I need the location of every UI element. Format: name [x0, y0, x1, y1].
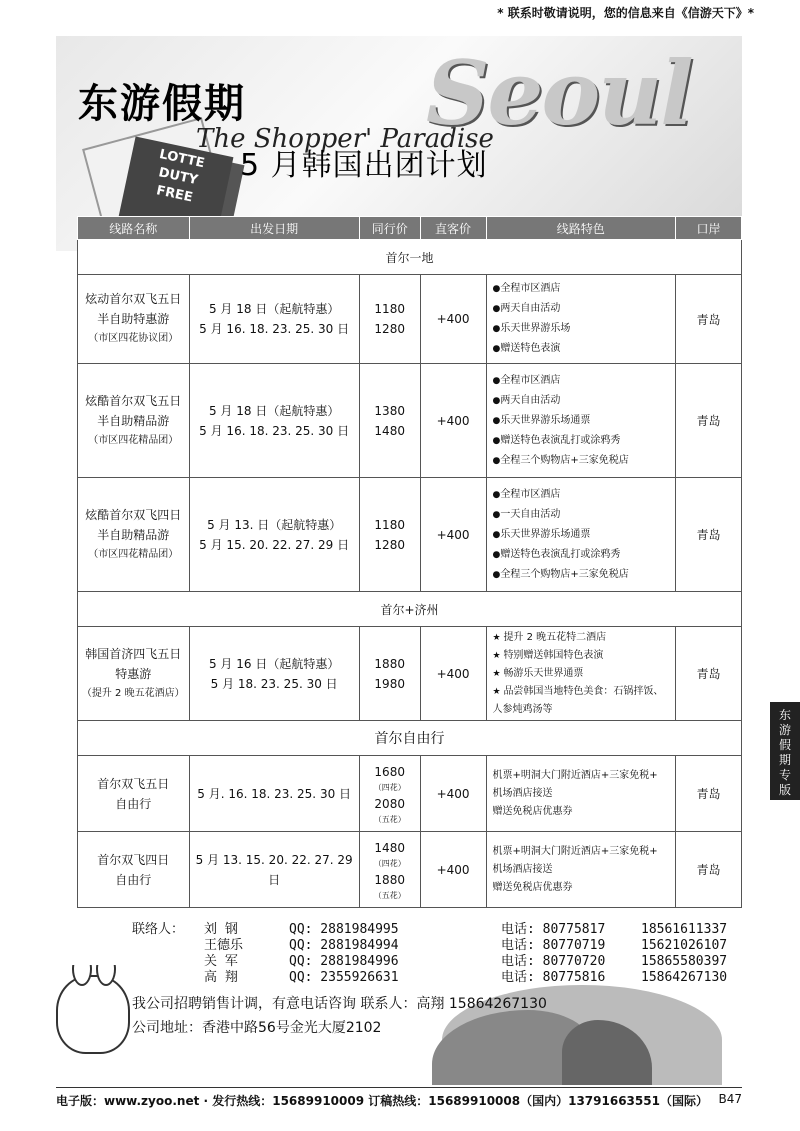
contact-row: [132, 938, 727, 954]
contact-name: 高 翔: [204, 970, 238, 985]
contact-tel: 电话: 80775816: [501, 970, 606, 985]
recruitment-notice: 我公司招聘销售计调，有意电话咨询 联系人：高翔 15864267130: [132, 996, 547, 1012]
bullet-icon: ●: [492, 375, 501, 386]
route-name-note: （市区四花精品团）: [88, 548, 179, 560]
route-name-line: 自由行: [115, 872, 152, 887]
feature-item: 赠送免税店优惠券: [492, 805, 573, 817]
contact-mobile: 15621026107: [641, 938, 728, 953]
contact-qq: QQ: 2881984995: [289, 922, 399, 937]
date-line: 5 月. 16. 18. 23. 25. 30 日: [197, 786, 352, 801]
route-name: [78, 627, 190, 721]
trade-price: [359, 275, 420, 364]
section-title: 首尔一地: [78, 240, 742, 275]
port: 青岛: [676, 275, 742, 364]
section-title: 首尔自由行: [78, 721, 742, 756]
features-cell: [486, 832, 676, 908]
feature-item: ●两天自由活动: [492, 394, 561, 406]
feature-item: ●乐天世界游乐场通票: [492, 528, 591, 540]
price-note: （四花）: [373, 782, 406, 792]
price-value: 1980: [374, 676, 405, 691]
bullet-icon: ●: [492, 415, 501, 426]
contact-row: [132, 922, 727, 938]
route-name: [78, 756, 190, 832]
route-name: [78, 832, 190, 908]
col-header-route: 线路名称: [78, 217, 190, 240]
contact-name: 刘 钢: [204, 922, 238, 937]
table-row: [78, 756, 742, 832]
side-tab-char: 假: [778, 738, 791, 752]
feature-item: ●乐天世界游乐场通票: [492, 414, 591, 426]
port: 青岛: [676, 832, 742, 908]
departure-dates: [189, 756, 359, 832]
bunny-mascot-icon: [56, 975, 130, 1054]
feature-item: ●两天自由活动: [492, 303, 561, 314]
price-value: 1880: [374, 872, 405, 887]
trade-price: [359, 756, 420, 832]
feature-item: ●全程市区酒店: [492, 488, 561, 500]
tour-plan-table: [77, 216, 742, 908]
bullet-icon: ●: [492, 395, 501, 406]
city-logo: Seoul: [426, 41, 692, 145]
date-line: 日: [268, 872, 281, 887]
lotte-line: LOTTE: [157, 147, 206, 172]
price-value: 1480: [374, 840, 405, 855]
route-name-line: 半自助精品游: [97, 527, 170, 542]
direct-price: +400: [420, 478, 486, 592]
lotte-line: FREE: [154, 183, 194, 206]
footer-text: 电子版：www.zyoo.net · 发行热线：15689910009 订稿热线：15689910008（国内）13791663551（国际）: [56, 1094, 708, 1108]
bullet-icon: ●: [492, 435, 501, 446]
features-cell: [486, 627, 676, 721]
feature-item: 赠送免税店优惠券: [492, 881, 573, 893]
route-name: [78, 275, 190, 364]
route-name-line: 炫酷首尔双飞五日: [85, 393, 182, 408]
features-cell: [486, 478, 676, 592]
route-name-line: 首尔双飞五日: [97, 776, 170, 791]
price-value: 1180: [374, 517, 405, 532]
route-name-line: 炫动首尔双飞五日: [85, 292, 182, 306]
price-note: （五花）: [373, 814, 406, 824]
route-name-line: 炫酷首尔双飞四日: [85, 507, 182, 522]
bullet-icon: ●: [492, 304, 501, 314]
feature-item: ★ 畅游乐天世界通票: [492, 668, 584, 679]
star-icon: ★: [492, 669, 504, 679]
table-row: [78, 832, 742, 908]
price-value: 1180: [374, 302, 405, 316]
star-icon: ★: [492, 633, 504, 643]
feature-item: ★ 提升 2 晚五花特二酒店: [492, 632, 607, 643]
feature-item: ★ 品尝韩国当地特色美食：石锅拌饭、人参炖鸡汤等: [492, 686, 664, 715]
bullet-icon: ●: [492, 324, 501, 334]
date-line: 5 月 18 日（起航特惠）: [208, 403, 340, 418]
date-line: 5 月 13. 15. 20. 22. 27. 29: [195, 852, 353, 867]
feature-item: 机票+明洞大门附近酒店+三家免税+: [492, 769, 658, 781]
feature-item: ●赠送特色表演: [492, 343, 561, 354]
route-name-line: 韩国首济四飞五日: [85, 646, 182, 661]
side-tab-char: 版: [778, 783, 791, 797]
date-line: 5 月 16 日（起航特惠）: [208, 656, 340, 671]
feature-item: ●乐天世界游乐场: [492, 323, 571, 334]
contact-name: 王德乐: [204, 938, 244, 953]
page-footer: [56, 1087, 742, 1109]
col-header-direct-price: 直客价: [420, 217, 486, 240]
contact-qq: QQ: 2881984994: [289, 938, 399, 953]
price-value: 1880: [374, 656, 405, 671]
route-name-note: （市区四花精品团）: [88, 434, 179, 446]
date-line: 5 月 18. 23. 25. 30 日: [210, 676, 338, 691]
side-tab-char: 游: [778, 723, 791, 737]
feature-item: ●赠送特色表演乱打或涂鸦秀: [492, 548, 621, 560]
trade-price: [359, 478, 420, 592]
route-name-note: （市区四花协议团）: [88, 333, 179, 344]
feature-item: ●全程市区酒店: [492, 374, 561, 386]
port: 青岛: [676, 478, 742, 592]
bullet-icon: ●: [492, 569, 501, 580]
route-name: [78, 364, 190, 478]
contact-tel: 电话: 80770720: [501, 954, 606, 969]
port: 青岛: [676, 364, 742, 478]
side-tab-char: 专: [778, 768, 791, 782]
price-value: 1280: [374, 322, 405, 336]
page-number: B47: [718, 1092, 742, 1106]
direct-price: +400: [420, 756, 486, 832]
col-header-trade-price: 同行价: [359, 217, 420, 240]
contact-qq: QQ: 2355926631: [289, 970, 399, 985]
contact-row: [132, 954, 727, 970]
col-header-port: 口岸: [676, 217, 742, 240]
lotte-line: DUTY: [157, 165, 200, 189]
trade-price: [359, 364, 420, 478]
bullet-icon: ●: [492, 284, 501, 294]
departure-dates: [189, 275, 359, 364]
col-header-dates: 出发日期: [189, 217, 359, 240]
table-header-row: [78, 217, 742, 240]
features-cell: [486, 756, 676, 832]
contact-row: [132, 970, 727, 986]
side-tab-char: 期: [778, 753, 791, 767]
feature-item: ●全程三个购物店+三家免税店: [492, 454, 629, 466]
col-header-features: 线路特色: [486, 217, 676, 240]
departure-dates: [189, 832, 359, 908]
direct-price: +400: [420, 364, 486, 478]
star-icon: ★: [492, 651, 504, 661]
trade-price: [359, 832, 420, 908]
price-note: （四花）: [373, 858, 406, 868]
bullet-icon: ●: [492, 344, 501, 354]
contact-label: 联络人：: [132, 922, 185, 937]
table-row: [78, 478, 742, 592]
trade-price: [359, 627, 420, 721]
table-row: [78, 275, 742, 364]
features-cell: [486, 275, 676, 364]
feature-item: 机票+明洞大门附近酒店+三家免税+: [492, 845, 658, 857]
contact-tel: 电话: 80775817: [501, 922, 606, 937]
features-cell: [486, 364, 676, 478]
contact-name: 关 军: [204, 954, 238, 969]
date-line: 5 月 18 日（起航特惠）: [208, 302, 340, 316]
feature-item: 机场酒店接送: [492, 787, 553, 799]
page-title: 5 月韩国出团计划: [240, 148, 488, 183]
port: 青岛: [676, 756, 742, 832]
price-value: 1280: [374, 537, 405, 552]
date-line: 5 月 16. 18. 23. 25. 30 日: [199, 423, 350, 438]
contact-mobile: 15864267130: [641, 970, 728, 985]
route-name-line: 半自助精品游: [97, 413, 170, 428]
star-icon: ★: [492, 687, 504, 697]
contact-qq: QQ: 2881984996: [289, 954, 399, 969]
direct-price: +400: [420, 832, 486, 908]
bullet-icon: ●: [492, 529, 501, 540]
port: 青岛: [676, 627, 742, 721]
contact-mobile: 15865580397: [641, 954, 728, 969]
feature-item: ●赠送特色表演乱打或涂鸦秀: [492, 434, 621, 446]
direct-price: +400: [420, 627, 486, 721]
side-tab: [770, 702, 800, 800]
feature-item: ●一天自由活动: [492, 508, 561, 520]
date-line: 5 月 16. 18. 23. 25. 30 日: [199, 322, 350, 336]
feature-item: 机场酒店接送: [492, 863, 553, 875]
price-value: 1680: [374, 764, 405, 779]
date-line: 5 月 15. 20. 22. 27. 29 日: [199, 537, 350, 552]
source-note: * 联系时敬请说明，您的信息来自《信游天下》*: [497, 6, 754, 20]
bullet-icon: ●: [492, 549, 501, 560]
direct-price: +400: [420, 275, 486, 364]
feature-item: ★ 特别赠送韩国特色表演: [492, 650, 604, 661]
route-name: [78, 478, 190, 592]
departure-dates: [189, 478, 359, 592]
bullet-icon: ●: [492, 489, 501, 500]
feature-item: ●全程市区酒店: [492, 283, 561, 294]
bullet-icon: ●: [492, 455, 501, 466]
tagline: The Shopper' Paradise: [196, 124, 494, 154]
contact-mobile: 18561611337: [641, 922, 728, 937]
price-value: 1480: [374, 423, 405, 438]
route-name-line: 自由行: [115, 796, 152, 811]
table-row: [78, 627, 742, 721]
contact-tel: 电话: 80770719: [501, 938, 606, 953]
price-value: 1380: [374, 403, 405, 418]
departure-dates: [189, 627, 359, 721]
feature-item: ●全程三个购物店+三家免税店: [492, 568, 629, 580]
company-address: 公司地址：香港中路56号金光大厦2102: [132, 1020, 382, 1036]
side-tab-char: 东: [778, 708, 791, 722]
contact-list: [132, 922, 727, 986]
price-note: （五花）: [373, 890, 406, 900]
table-row: [78, 364, 742, 478]
price-value: 2080: [374, 796, 405, 811]
route-name-note: （提升 2 晚五花酒店）: [81, 687, 185, 699]
section-title: 首尔+济州: [78, 592, 742, 627]
bullet-icon: ●: [492, 509, 501, 520]
route-name-line: 半自助特惠游: [97, 312, 170, 326]
date-line: 5 月 13. 日（起航特惠）: [207, 517, 342, 532]
route-name-line: 首尔双飞四日: [97, 852, 170, 867]
route-name-line: 特惠游: [115, 666, 152, 681]
brand-name: 东游假期: [78, 80, 246, 127]
departure-dates: [189, 364, 359, 478]
